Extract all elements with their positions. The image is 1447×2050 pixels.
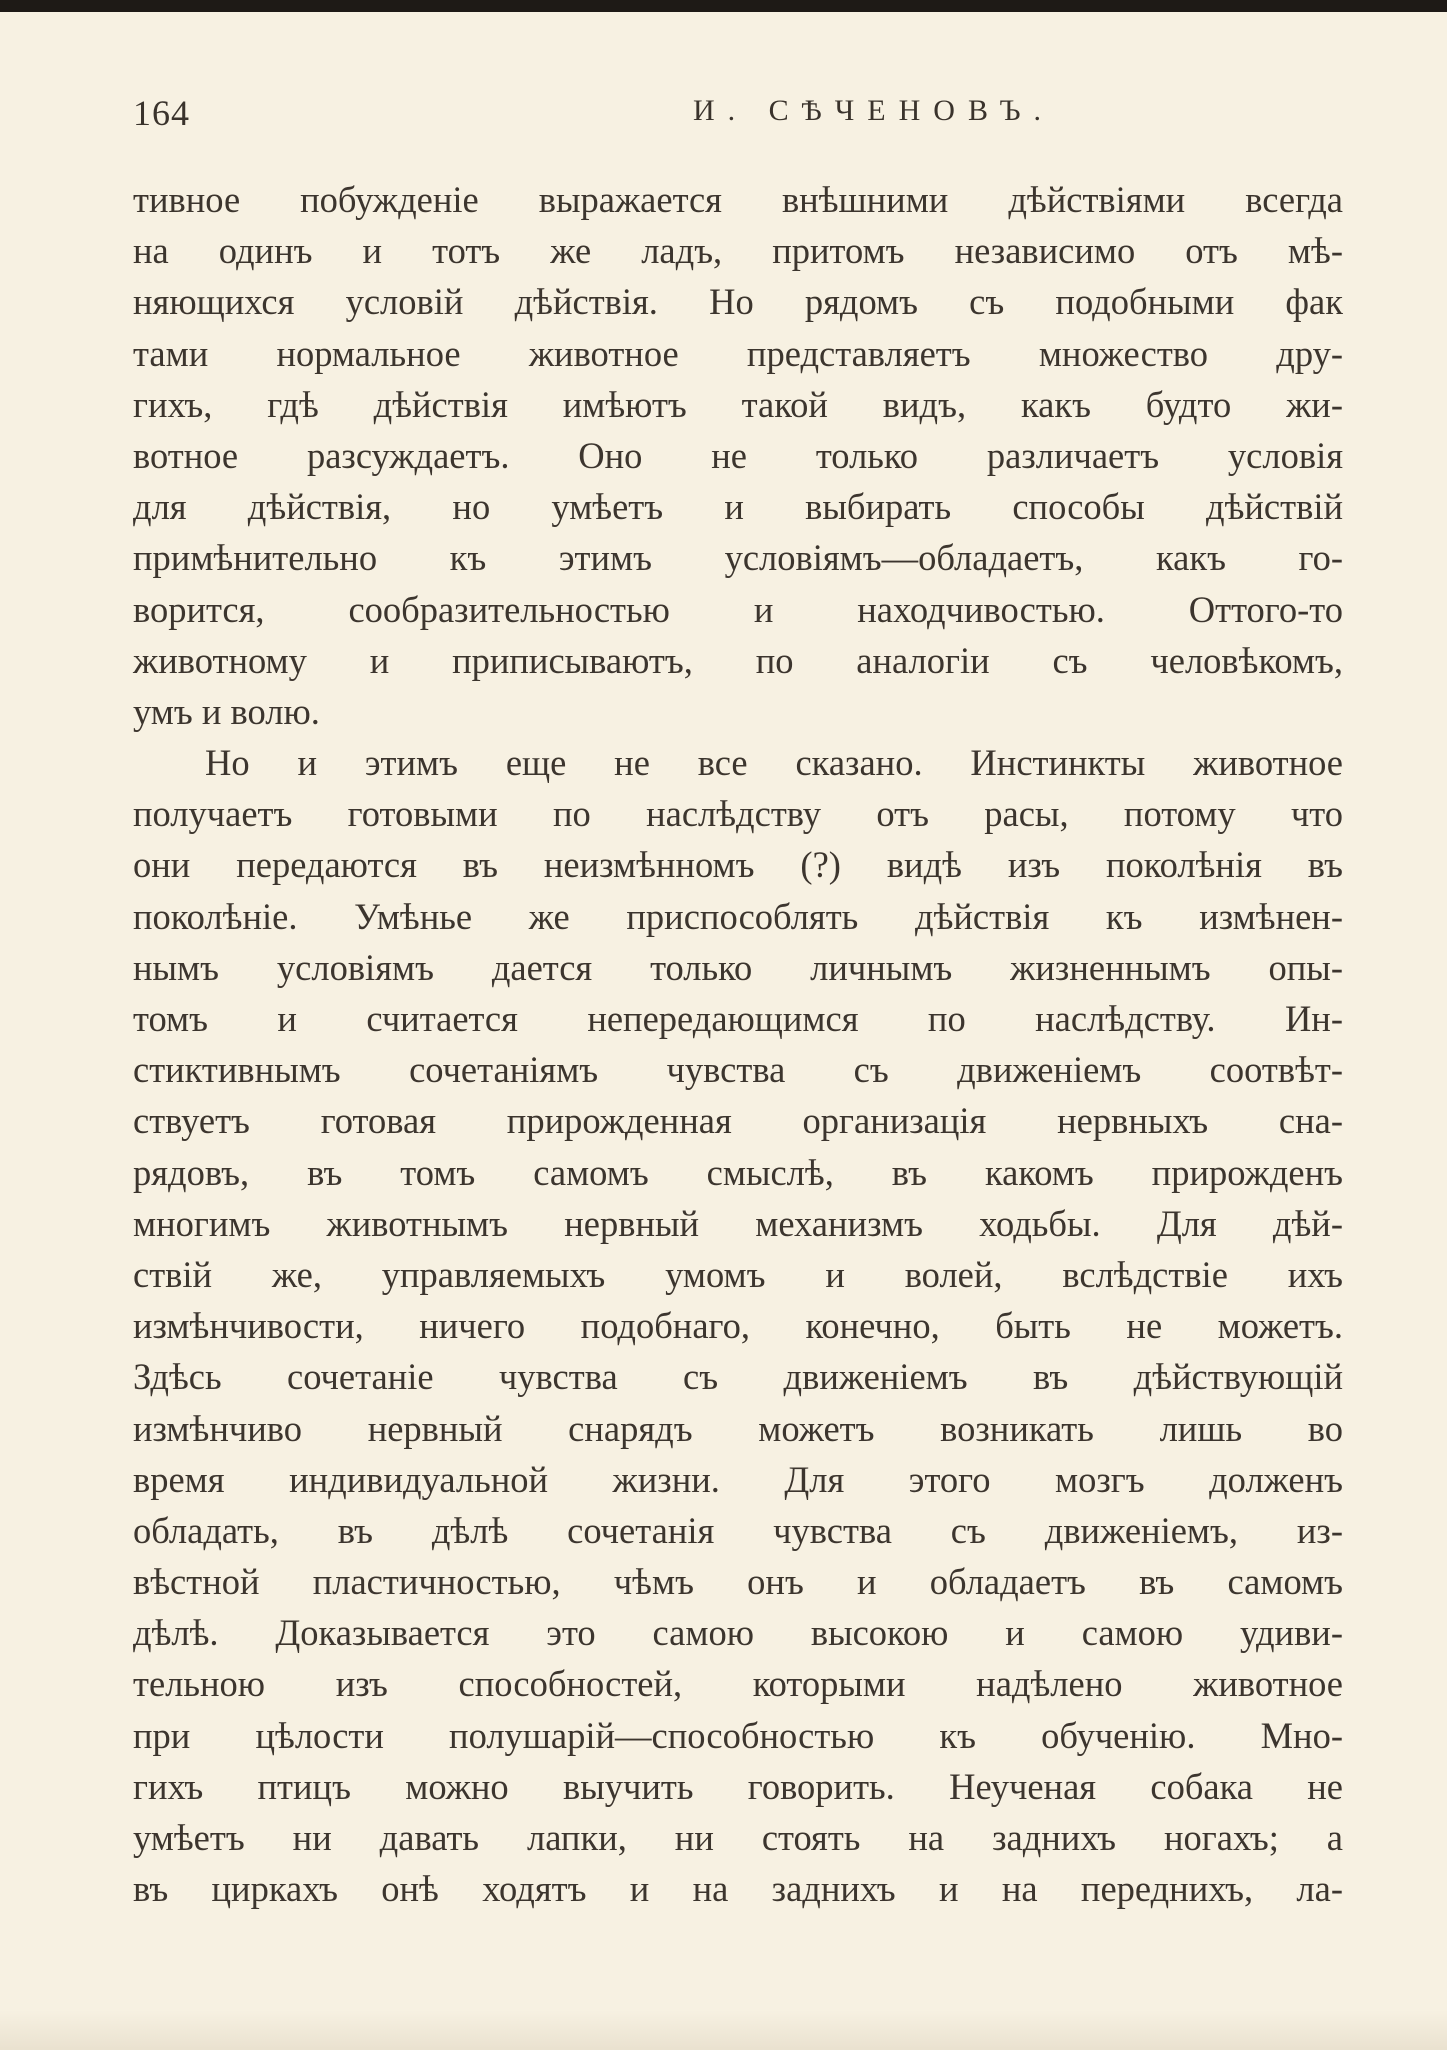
text-line: получаетъ готовыми по наслѣдству отъ расы, потому что [133,793,1343,835]
text-line: гихъ птицъ можно выучить говорить. Неученая собака не [133,1765,1343,1807]
page-top-edge [0,0,1447,12]
page-header [133,92,1343,142]
text-line: измѣнчивости, ничего подобнаго, конечно, быть не можетъ. [133,1305,1343,1347]
text-line: въ циркахъ онѣ ходятъ и на заднихъ и на переднихъ, ла- [133,1868,1343,1910]
text-line-paragraph-start: Но и этимъ еще не все сказано. Инстинкты животное [205,742,1343,784]
text-line: ворится, сообразительностью и находчивостью. Оттого-то [133,588,1343,630]
text-line: нымъ условіямъ дается только личнымъ жизненнымъ опы- [133,946,1343,988]
text-line: рядовъ, въ томъ самомъ смыслѣ, въ какомъ прирожденъ [133,1151,1343,1193]
text-line: животному и приписываютъ, по аналогіи съ человѣкомъ, [133,639,1343,681]
text-line: ствуетъ готовая прирожденная организація нервныхъ сна- [133,1100,1343,1142]
text-line: примѣнительно къ этимъ условіямъ—обладаетъ, какъ го- [133,537,1343,579]
text-line: няющихся условій дѣйствія. Но рядомъ съ подобными фак [133,281,1343,323]
running-head: И. СѢЧЕНОВЪ. [693,94,1055,127]
text-line: тами нормальное животное представляетъ множество дру- [133,332,1343,374]
text-line: обладать, въ дѣлѣ сочетанія чувства съ движеніемъ, из- [133,1509,1343,1551]
text-line: стиктивнымъ сочетаніямъ чувства съ движеніемъ соотвѣт- [133,1049,1343,1091]
text-line: время индивидуальной жизни. Для этого мозгъ долженъ [133,1458,1343,1500]
text-line: вотное разсуждаетъ. Оно не только различаетъ условія [133,434,1343,476]
text-line: на одинъ и тотъ же ладъ, притомъ независимо отъ мѣ- [133,230,1343,272]
text-line: гихъ, гдѣ дѣйствія имѣютъ такой видъ, какъ будто жи- [133,383,1343,425]
page-bottom-shade [0,2010,1447,2050]
text-line: при цѣлости полушарій—способностью къ обученію. Мно- [133,1714,1343,1756]
book-page [0,12,1447,2050]
text-line: умѣетъ ни давать лапки, ни стоять на заднихъ ногахъ; а [133,1817,1343,1858]
text-line: поколѣніе. Умѣнье же приспособлять дѣйствія къ измѣнен- [133,895,1343,937]
text-line: дѣлѣ. Доказывается это самою высокою и самою удиви- [133,1612,1343,1654]
text-line: Здѣсь сочетаніе чувства съ движеніемъ въ дѣйствующій [133,1356,1343,1398]
text-line: тивное побужденіе выражается внѣшними дѣйствіями всегда [133,179,1343,220]
text-line: многимъ животнымъ нервный механизмъ ходьбы. Для дѣй- [133,1202,1343,1244]
body-text [133,174,1343,1914]
text-line: тельною изъ способностей, которыми надѣлено животное [133,1663,1343,1705]
text-line: вѣстной пластичностью, чѣмъ онъ и обладаетъ въ самомъ [133,1561,1343,1603]
text-line: томъ и считается непередающимся по наслѣдству. Ин- [133,998,1343,1039]
text-line-paragraph-end: умъ и волю. [133,690,320,732]
text-line: для дѣйствія, но умѣетъ и выбирать способы дѣйствій [133,486,1343,528]
text-line: ствій же, управляемыхъ умомъ и волей, вслѣдствіе ихъ [133,1253,1343,1295]
page-number: 164 [133,93,190,133]
text-line: измѣнчиво нервный снарядъ можетъ возникать лишь во [133,1407,1343,1449]
text-line: они передаются въ неизмѣнномъ (?) видѣ изъ поколѣнія въ [133,844,1343,886]
